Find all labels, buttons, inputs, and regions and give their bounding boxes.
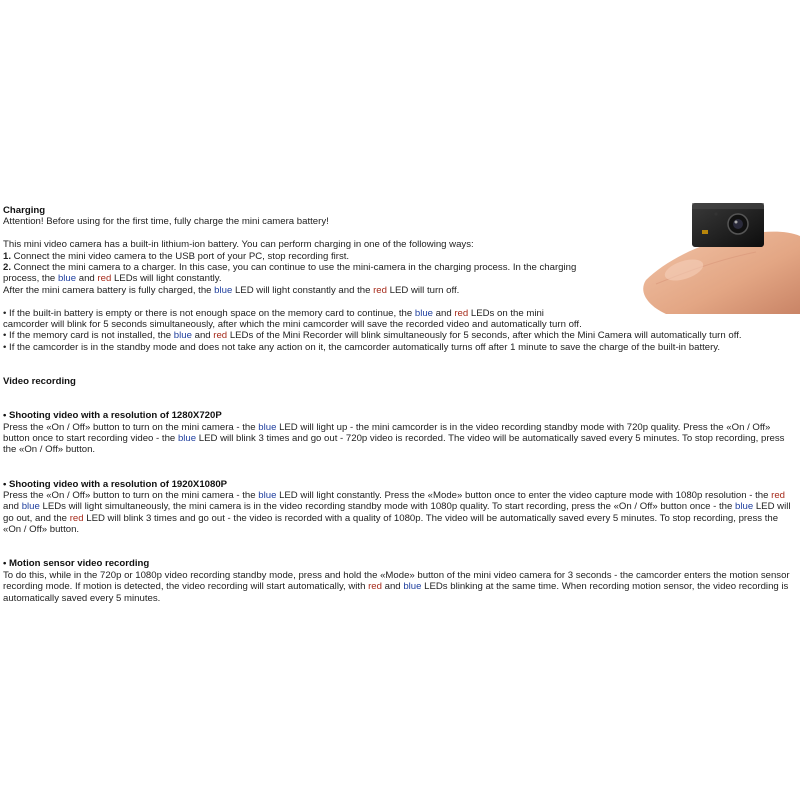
- section-1080p-text: Press the «On / Off» button to turn on the mini camera - the blue LED will light constantly. Press the «Mode» button once to enter the video capture mode with 1080p resolution - the red and blue LEDs will light simultaneously, the mini camera is in the video recording standby mode with 1080p quality. To start recording, press the «On / Off» button once - the blue LED will go out, and the red LED will blink 3 times and go out - the video is recorded with a quality of 1080p. The video will be automatically saved every 5 minutes. To stop recording, press the «On / Off» button.: [3, 490, 791, 536]
- bullet-battery-empty: • If the built-in battery is empty or there is not enough space on the memory card to continue, the blue and red LEDs on the mini: [3, 307, 544, 319]
- section-motion-text: To do this, while in the 720p or 1080p video recording standby mode, press and hold the «Mode» button of the mini video camera for 3 seconds - the camcorder enters the motion sensor recording mode. If motion is detected, the video recording will start automatically, with red and blue LEDs blinking at the same time. When recording motion sensor, the video recording is automatically saved every 5 minutes.: [3, 569, 790, 604]
- video-heading: Video recording: [3, 376, 76, 388]
- bullet-battery-empty-cont: camcorder will blink for 5 seconds simultaneously, after which the mini camcorder will save the recorded video and automatically turn off.: [3, 319, 582, 331]
- section-720p-title: • Shooting video with a resolution of 1280X720P: [3, 410, 222, 422]
- blue-led-word: blue: [57, 273, 77, 285]
- bullet-standby: • If the camcorder is in the standby mode and does not take any action on it, the camcorder automatically turns off after 1 minute to save the charge of the built-in battery.: [3, 341, 721, 353]
- section-1080p-title: • Shooting video with a resolution of 1920X1080P: [3, 478, 228, 490]
- section-motion-title: • Motion sensor video recording: [3, 558, 150, 570]
- charging-method-2: 2. Connect the mini camera to a charger. In this case, you can continue to use the mini-camera in the charging process. In the charging process, the blue and red LEDs will light constantly.: [3, 262, 577, 285]
- charging-after: After the mini camera battery is fully charged, the blue LED will light constantly and the red LED will turn off.: [3, 284, 460, 296]
- bullet-no-memory-card: • If the memory card is not installed, the blue and red LEDs of the Mini Recorder will blink simultaneously for 5 seconds, after which the Mini Camera will automatically turn off.: [3, 330, 742, 342]
- charging-attention: Attention! Before using for the first time, fully charge the mini camera battery!: [3, 216, 329, 228]
- red-led-word: red: [97, 273, 112, 285]
- section-720p-text: Press the «On / Off» button to turn on the mini camera - the blue LED will light up - the mini camcorder is in the video recording standby mode with 720p quality. Press the «On / Off» button once to start recording video - the blue LED will blink 3 times and go out - 720p video is recorded. The video will be automatically saved every 5 minutes. To stop recording, press the «On / Off» button.: [3, 421, 785, 456]
- charging-intro: This mini video camera has a built-in lithium-ion battery. You can perform charging in one of the following ways:: [3, 239, 474, 251]
- charging-method-1: 1. Connect the mini video camera to the USB port of your PC, stop recording first.: [3, 250, 350, 262]
- document-body: [3, 205, 797, 604]
- charging-heading: Charging: [3, 205, 46, 216]
